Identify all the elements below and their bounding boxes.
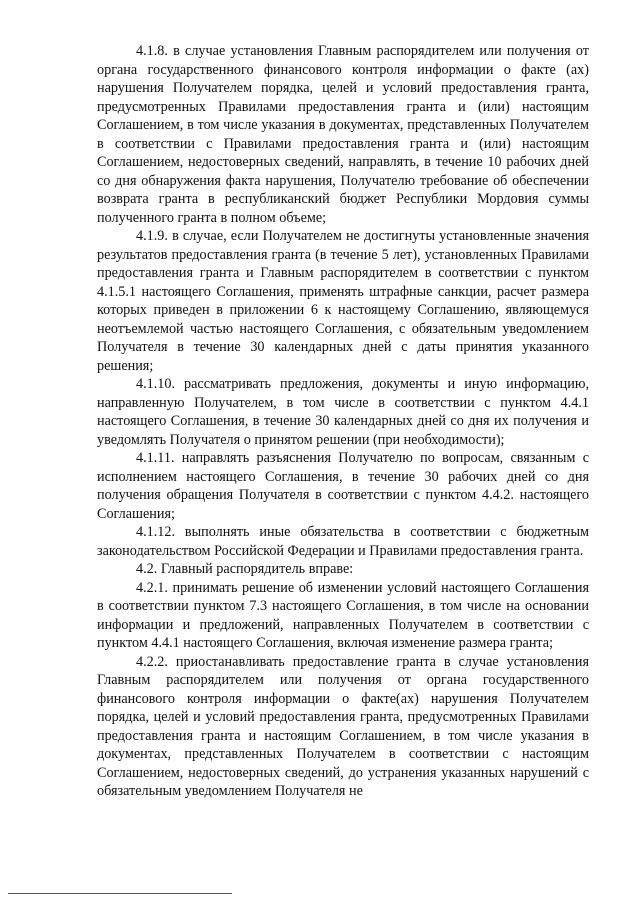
paragraph-4-2: 4.2. Главный распорядитель вправе: [136,561,354,577]
paragraph-4-1-11: 4.1.11. направлять разъяснения Получателю по вопросам, связанным с исполнением настоящего Соглашения, в течение 30 рабочих дней со дня получения обращения Получателя в соответствии с пунктом 4.4.2. настоящего Соглашения; [97,450,589,522]
paragraph-4-1-10: 4.1.10. рассматривать предложения, документы и иную информацию, направленную Получателем, в том числе в соответствии с пунктом 4.4.1 настоящего Соглашения, в течение 30 календарных дней со дня их получения и уведомлять Получателя о принятом решении (при необходимости); [97,376,589,448]
footnote-divider [8,893,232,894]
paragraph-4-1-8: 4.1.8. в случае установления Главным распорядителем или получения от органа государственного финансового контроля информации о факте (ах) нарушения Получателем порядка, целей и условий предоставления гранта, предусмотренных Правилами предоставления гранта и (или) настоящим Соглашением, в том числе указания в документах, представленных Получателем в соответствии с Правилами предоставления гранта и (или) настоящим Соглашением, недостоверных сведений, направлять, в течение 10 рабочих дней со дня обнаружения факта нарушения, Получателю требование об обеспечении возврата гранта в республиканский бюджет Республики Мордовия суммы полученного гранта в полном объеме; [97,43,589,226]
paragraph-4-2-2: 4.2.2. приостанавливать предоставление гранта в случае установления Главным распорядителем или получения от органа государственного финансового контроля информации о факте(ах) нарушения Получателем порядка, целей и условий предоставления гранта, предусмотренных Правилами предоставления гранта и настоящим Соглашением, в том числе указания в документах, представленных Получателем в соответствии с настоящим Соглашением, недостоверных сведений, до устранения указанных нарушений с обязательным уведомлением Получателя не [97,653,589,799]
paragraph-4-1-12: 4.1.12. выполнять иные обязательства в соответствии с бюджетным законодательством Российской Федерации и Правилами предоставления гранта. [97,524,589,559]
document-page [97,42,589,801]
paragraph-4-2-1: 4.2.1. принимать решение об изменении условий настоящего Соглашения в соответствии пунктом 7.3 настоящего Соглашения, в том числе на основании информации и предложений, направленных Получателем в соответствии с пунктом 4.4.1 настоящего Соглашения, включая изменение размера гранта; [97,579,589,651]
paragraph-4-1-9: 4.1.9. в случае, если Получателем не достигнуты установленные значения результатов предоставления гранта (в течение 5 лет), установленных Правилами предоставления гранта и Главным распорядителем в соответствии с пунктом 4.1.5.1 настоящего Соглашения, применять штрафные санкции, расчет размера которых приведен в приложении 6 к настоящему Соглашению, являющемуся неотъемлемой частью настоящего Соглашения, с обязательным уведомлением Получателя в течение 30 календарных дней с даты принятия указанного решения; [97,228,589,374]
